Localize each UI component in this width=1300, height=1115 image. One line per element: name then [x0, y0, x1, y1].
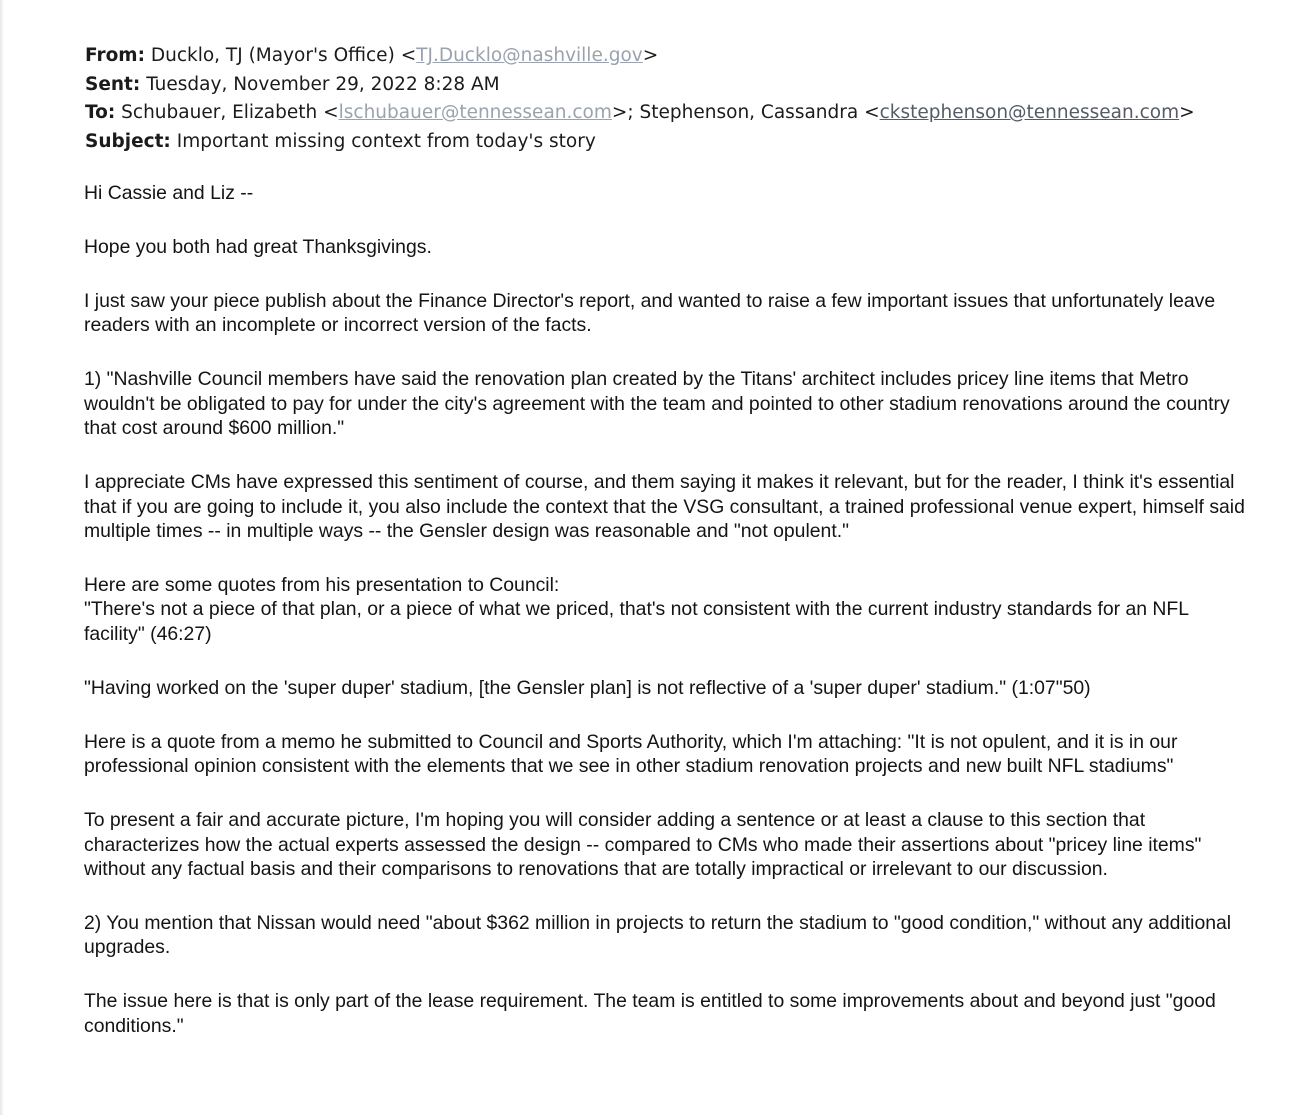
to-separator: >; [611, 102, 634, 123]
sent-value: Tuesday, November 29, 2022 8:28 AM [146, 73, 500, 95]
to-email-2[interactable]: ckstephenson@tennessean.com [879, 102, 1180, 123]
from-name: Ducklo, TJ (Mayor's Office) [150, 45, 395, 66]
sent-label: Sent: [85, 73, 141, 95]
paragraph-quote-industry-standards: "There's not a piece of that plan, or a piece of what we priced, that's not consistent with the current industry standards for an NFL facility" (46:27) [84, 598, 1189, 645]
email-header [85, 42, 1265, 156]
paragraph-quotes-intro: Here are some quotes from his presentation to Council: [84, 574, 560, 597]
scan-edge [0, 0, 4, 1115]
paragraph-quote-super-duper: "Having worked on the 'super duper' stadium, [the Gensler plan] is not reflective of a 'super duper' stadium." (1:07"50) [84, 676, 1091, 699]
to-line [85, 99, 1265, 128]
subject-line [85, 128, 1265, 157]
to-label: To: [85, 102, 116, 123]
paragraph-thanksgiving: Hope you both had great Thanksgivings. [84, 236, 432, 258]
to-name-1: Schubauer, Elizabeth [121, 102, 318, 123]
paragraph-lease-requirement: The issue here is that is only part of the lease requirement. The team is entitled to some improvements about and beyond just "good conditions." [84, 990, 1216, 1037]
email-body [84, 181, 1254, 1068]
from-label: From: [85, 45, 145, 66]
to-email-1[interactable]: lschubauer@tennessean.com [338, 102, 612, 123]
from-email[interactable]: TJ.Ducklo@nashville.gov [416, 45, 643, 66]
paragraph-intro: I just saw your piece publish about the Finance Director's report, and wanted to raise a few important issues that unfortunately leave readers with an incomplete or incorrect version of the facts. [84, 290, 1216, 337]
from-line [85, 42, 1265, 71]
from-close-bracket: > [642, 45, 659, 66]
paragraph-fair-picture: To present a fair and accurate picture, I'm hoping you will consider adding a sentence or at least a clause to this section that characterizes how the actual experts assessed the design -- compared to CMs who made their assertions about "pricey line items" without any factual basis and their comparisons to renovations that are totally impractical or irrelevant to our discussion. [84, 809, 1202, 881]
paragraph-memo-quote: Here is a quote from a memo he submitted to Council and Sports Authority, which I'm attaching: "It is not opulent, and it is in our professional opinion consistent with the elements that we see in other stadium renovation projects and new built NFL stadiums" [84, 730, 1178, 778]
subject-label: Subject: [85, 130, 171, 152]
to-open-bracket-1: < [323, 102, 339, 123]
to-close-bracket-2: > [1179, 102, 1195, 123]
from-open-bracket: < [400, 45, 417, 66]
paragraph-context: I appreciate CMs have expressed this sentiment of course, and them saying it makes it relevant, but for the reader, I think it's essential that if you are going to include it, you also include the context that the VSG consultant, a trained professional venue expert, himself said multiple times -- in multiple ways -- the Gensler design was reasonable and "not opulent." [84, 471, 1245, 543]
subject-value: Important missing context from today's story [176, 130, 596, 152]
to-open-bracket-2: < [864, 102, 880, 123]
to-name-2: Stephenson, Cassandra [639, 102, 859, 123]
greeting: Hi Cassie and Liz -- [84, 182, 254, 204]
paragraph-point-1-quote: 1) "Nashville Council members have said the renovation plan created by the Titans' architect includes pricey line items that Metro wouldn't be obligated to pay for under the city's agreement with the team and pointed to other stadium renovations around the country that cost around $600 million." [84, 368, 1230, 440]
sent-line [85, 71, 1265, 100]
paragraph-point-2: 2) You mention that Nissan would need "about $362 million in projects to return the stadium to "good condition," without any additional upgrades. [84, 912, 1232, 959]
